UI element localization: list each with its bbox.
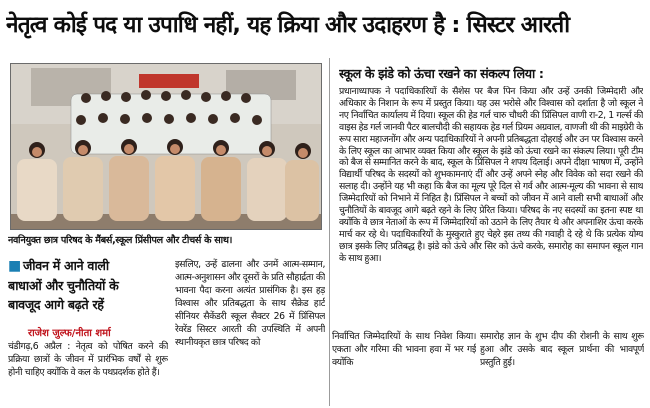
byline: राजेश जुल्फ/नीता शर्मा <box>28 328 111 339</box>
left-column-text: चंडीगढ़,6 अप्रैल : नेतृत्व को पोषित करने की प्रक्रिया छात्रों के जीवन में प्रारंभिक वर्षों से शुरू होनी चाहिए क्योंकि वे कल के पथप्रदर्शक होते हैं। <box>8 341 168 378</box>
right-article-body: प्रधानाध्यापक ने पदाधिकारियों के सैशेस पर बैज पिन किया और उन्हें उनकी जिम्मेदारी और अधिकार के निशान के रूप में प्रस्तुत किया। यह उस भरोसे और विश्वास को दर्शाता है जो स्कूल ने नए निर्वाचित कार्यालय में दिया। स्कूल की हेड गर्ल चारु चौधरी की प्रिंसिपल वाणी रा-2, 1 गर्ल्स की वाइस हेड गर्ल जानवी पैटर बालचौदी की सहायक हेड गर्ल प्रियम अग्रवाल, वाणजी थी की माइग्रेरी के रूप सारा महाजनोंग और अन्य पदाधिकारियों ने अपनी प्रतिबद्धता दोहराई और उन पर विश्वास करने के लिए स्कूल का आभार व्यक्त किया और स्कूल के झंडे को ऊंचा रखने का संकल्प लिया। पूरी टीम को बैज से सम्मानित करने के बाद, स्कूल के प्रिंसिपल ने शपथ दिलाई। अपने दीक्षा भाषण में, उन्होंने विद्यार्थी परिषद के सदस्यों को शुभकामनाएं दीं और उन्हें अपने स्नेह और विवेक को सदा रखने की सलाह दी। उन्होंने यह भी कहा कि बैज का मूल्य पूरे दिल से गर्व और आत्म-मूल्य की भावना से साथ जिम्मेदारियों को निभाने में निहित है। प्रिंसिपल ने बच्चों को जीवन में आने वाली सभी बाधाओं और चुनौतियों के बावजूद आगे बढ़ते रहने के लिए प्रेरित किया। परिषद के नए सदस्यों का इतना स्पष्ट था क्योंकि वे छात्र नेताओं के रूप में जिम्मेदारियों को उठाने के लिए तैयार थे और अपनाशिर ऊंचा करके मार्च कर रहे थे। पदाधिकारियों के मुस्कुराते हुए चेहरे इस तथ्य की गवाही दे रहे थे कि प्रत्येक योग्य छात्र इसके लिए प्रतिबद्ध है। झंडे को ऊंचे और सिर को ऊंचे करके, समारोह का समापन स्कूल गान के साथ हुआ। <box>339 86 643 264</box>
left-subhead <box>8 256 173 318</box>
middle-column-text: इसलिए, उन्हें ढालना और उनमें आत्म-सम्मान, आत्म-अनुशासन और दूसरों के प्रति सौहार्द्रता की भावना पैदा करना अत्यंत प्रासंगिक है। इस हड़ विश्वास और प्रतिबद्धता के साथ सैक्रेड हार्ट सीनियर सैकेंडरी स्कूल सैक्टर 26 में प्रिंसिपल रेवरेंड सिस्टर आरती की उपस्थिति में अपनी स्थानीयकृत छात्र परिषद को <box>175 259 325 348</box>
right-column-text-2: समारोह ज्ञान के शुभ दीप की रोशनी के साथ शुरू हुआ और उसके बाद स्कूल प्रार्थना की भावपूर्ण प्रस्तुति हुई। <box>480 331 644 368</box>
subhead-line-2: बाधाओं और चुनौतियों के <box>8 278 119 293</box>
bullet-icon: ■ <box>8 258 21 274</box>
right-subhead: स्कूल के झंडे को ऊंचा रखने का संकल्प लिया : <box>339 66 544 81</box>
column-divider <box>329 58 330 406</box>
news-photo <box>10 63 322 230</box>
group-photo-image <box>11 64 322 230</box>
subhead-line-1: ■ जीवन में आने वाली <box>8 258 109 274</box>
right-column-text-1: निर्वाचित जिम्मेदारियों के साथ निवेश किया। एकता और गरिमा की भावना हवा में भर गई क्योंकि <box>332 331 476 368</box>
photo-caption: नवनियुक्त छात्र परिषद के मैंबर्स,स्कूल प्रिंसीपल और टीचर्स के साथ। <box>8 235 233 246</box>
page-headline: नेतृत्व कोई पद या उपाधि नहीं, यह क्रिया और उदाहरण है : सिस्टर आरती <box>6 12 570 38</box>
subhead-line-3: बावजूद आगे बढ़ते रहें <box>8 297 104 312</box>
